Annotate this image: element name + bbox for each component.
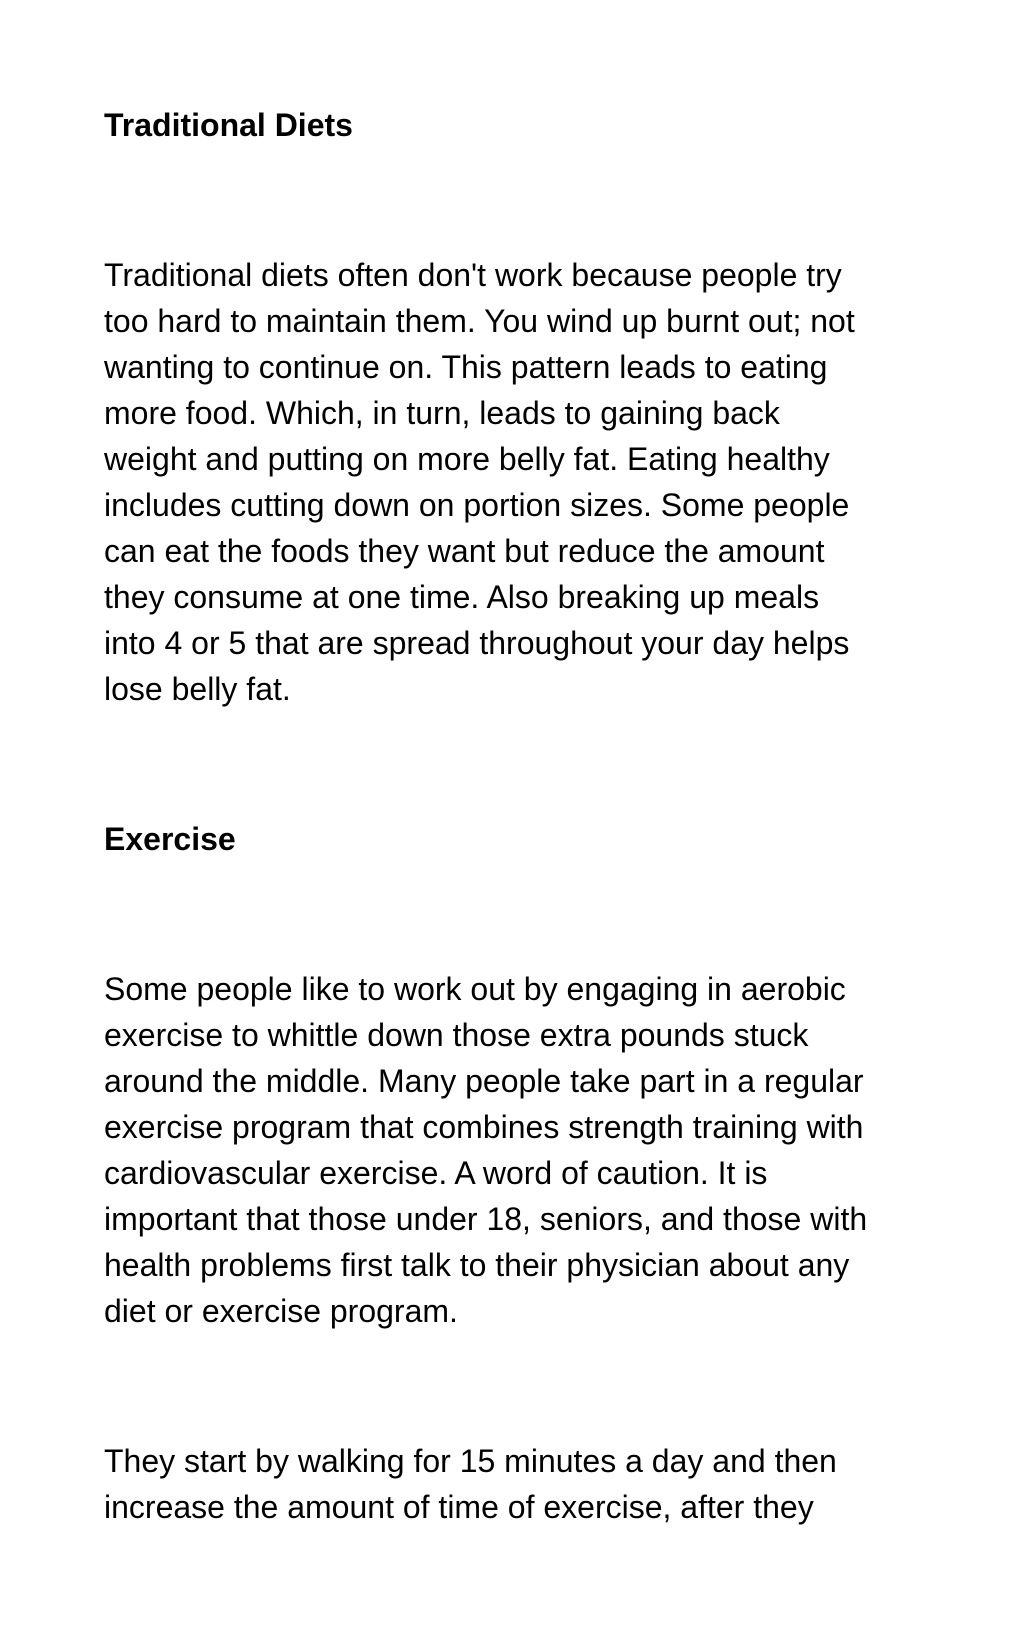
text-line: important that those under 18, seniors, and those with — [104, 1201, 868, 1237]
text-line: exercise to whittle down those extra pounds stuck — [104, 1017, 809, 1053]
text-line: increase the amount of time of exercise, after they — [104, 1489, 814, 1525]
paragraph-traditional-diets — [104, 252, 944, 712]
text-line: weight and putting on more belly fat. Eating healthy — [104, 441, 830, 477]
text-line: into 4 or 5 that are spread throughout your day helps — [104, 625, 850, 661]
text-line: Some people like to work out by engaging in aerobic — [104, 971, 846, 1007]
text-line: wanting to continue on. This pattern leads to eating — [104, 349, 828, 385]
text-line: cardiovascular exercise. A word of caution. It is — [104, 1155, 768, 1191]
text-line: Traditional diets often don't work because people try — [104, 257, 842, 293]
text-line: more food. Which, in turn, leads to gaining back — [104, 395, 780, 431]
text-line: includes cutting down on portion sizes. Some people — [104, 487, 850, 523]
text-line: They start by walking for 15 minutes a day and then — [104, 1443, 837, 1479]
text-line: exercise program that combines strength training with — [104, 1109, 864, 1145]
text-line: too hard to maintain them. You wind up burnt out; not — [104, 303, 855, 339]
text-line: diet or exercise program. — [104, 1293, 458, 1329]
text-line: can eat the foods they want but reduce the amount — [104, 533, 825, 569]
paragraph-exercise-2 — [104, 1438, 944, 1530]
text-line: they consume at one time. Also breaking up meals — [104, 579, 820, 615]
paragraph-exercise-1 — [104, 966, 944, 1334]
text-line: around the middle. Many people take part in a regular — [104, 1063, 864, 1099]
section-heading-exercise: Exercise — [104, 821, 236, 857]
text-line: lose belly fat. — [104, 671, 291, 707]
section-heading-traditional-diets: Traditional Diets — [104, 107, 353, 143]
text-line: health problems first talk to their physician about any — [104, 1247, 850, 1283]
